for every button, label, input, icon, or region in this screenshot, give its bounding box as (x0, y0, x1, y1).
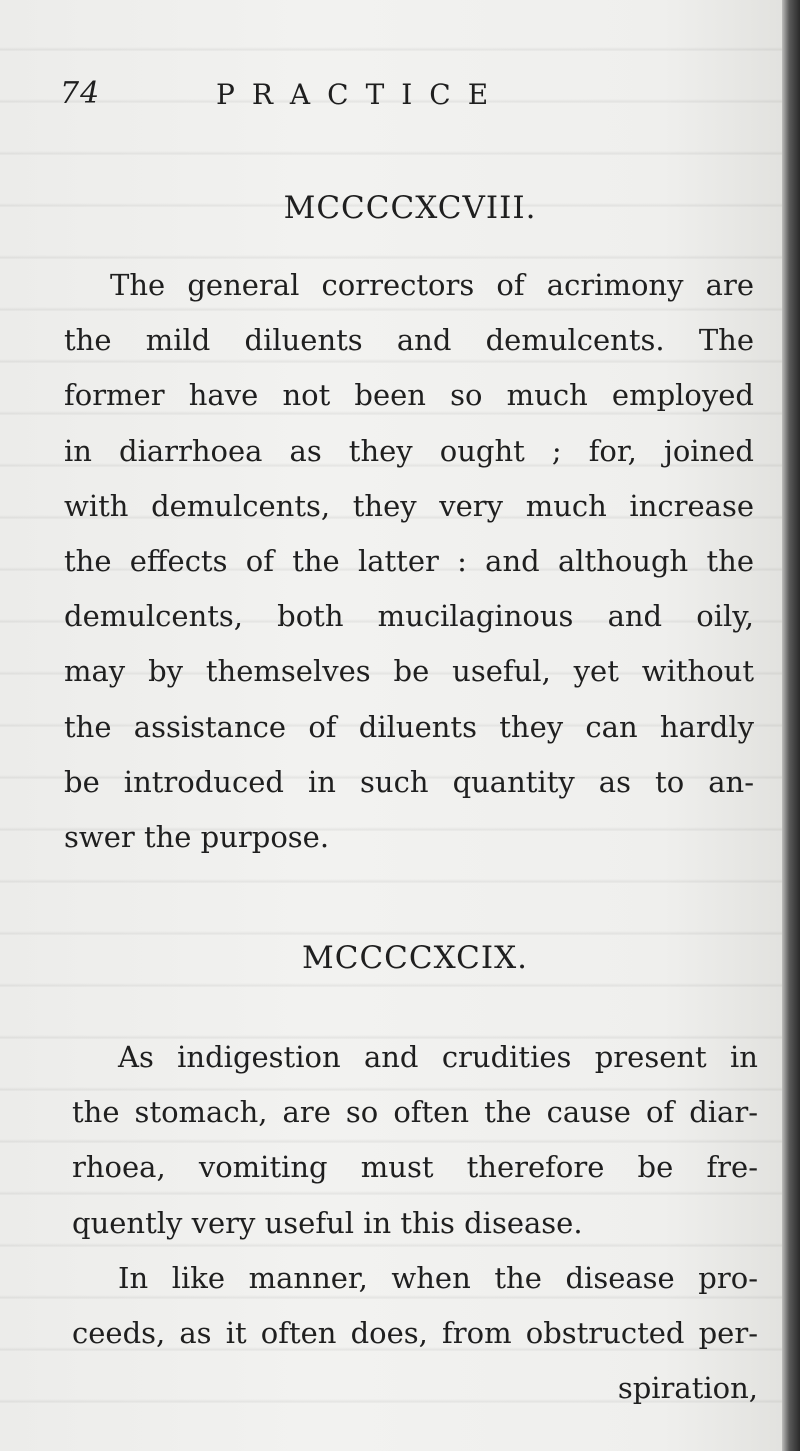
text-line: In like manner, when the disease pro- (118, 1261, 758, 1295)
text-line: ceeds, as it often does, from obstructed per- (72, 1316, 758, 1351)
section-heading-1499: MCCCCXCIX. (301, 940, 529, 976)
text-line: may by themselves be useful, yet without (64, 654, 754, 689)
running-head (60, 76, 760, 126)
text-line: The general correctors of acrimony are (110, 268, 754, 302)
text-line: with demulcents, they very much increase (64, 488, 754, 523)
page-edge-shadow (782, 0, 800, 1451)
text-line: quently very useful in this disease. (72, 1205, 583, 1240)
text-line: swer the purpose. (64, 820, 330, 855)
text-line: spiration, (617, 1371, 758, 1406)
text-line: rhoea, vomiting must therefore be fre- (72, 1150, 758, 1185)
text-line: demulcents, both mucilaginous and oily, (64, 599, 754, 634)
paragraph-1498 (64, 258, 754, 865)
text-line: be introduced in such quantity as to an- (64, 764, 754, 799)
text-line: in diarrhoea as they ought ; for, joined (64, 433, 754, 468)
text-line: the effects of the latter : and although the (64, 544, 754, 579)
paragraph-1499-b (72, 1251, 758, 1417)
text-line: the mild diluents and demulcents. The (64, 323, 754, 358)
text-line: the stomach, are so often the cause of diar- (72, 1095, 758, 1130)
text-line: As indigestion and crudities present in (118, 1040, 758, 1074)
section-heading-1498: MCCCCXCVIII. (283, 190, 537, 226)
paragraph-1499-a (72, 1030, 758, 1251)
running-title: PRACTICE (216, 78, 506, 111)
text-line: the assistance of diluents they can hardly (64, 709, 754, 744)
text-line: former have not been so much employed (64, 378, 754, 413)
page-number: 74 (60, 76, 101, 111)
